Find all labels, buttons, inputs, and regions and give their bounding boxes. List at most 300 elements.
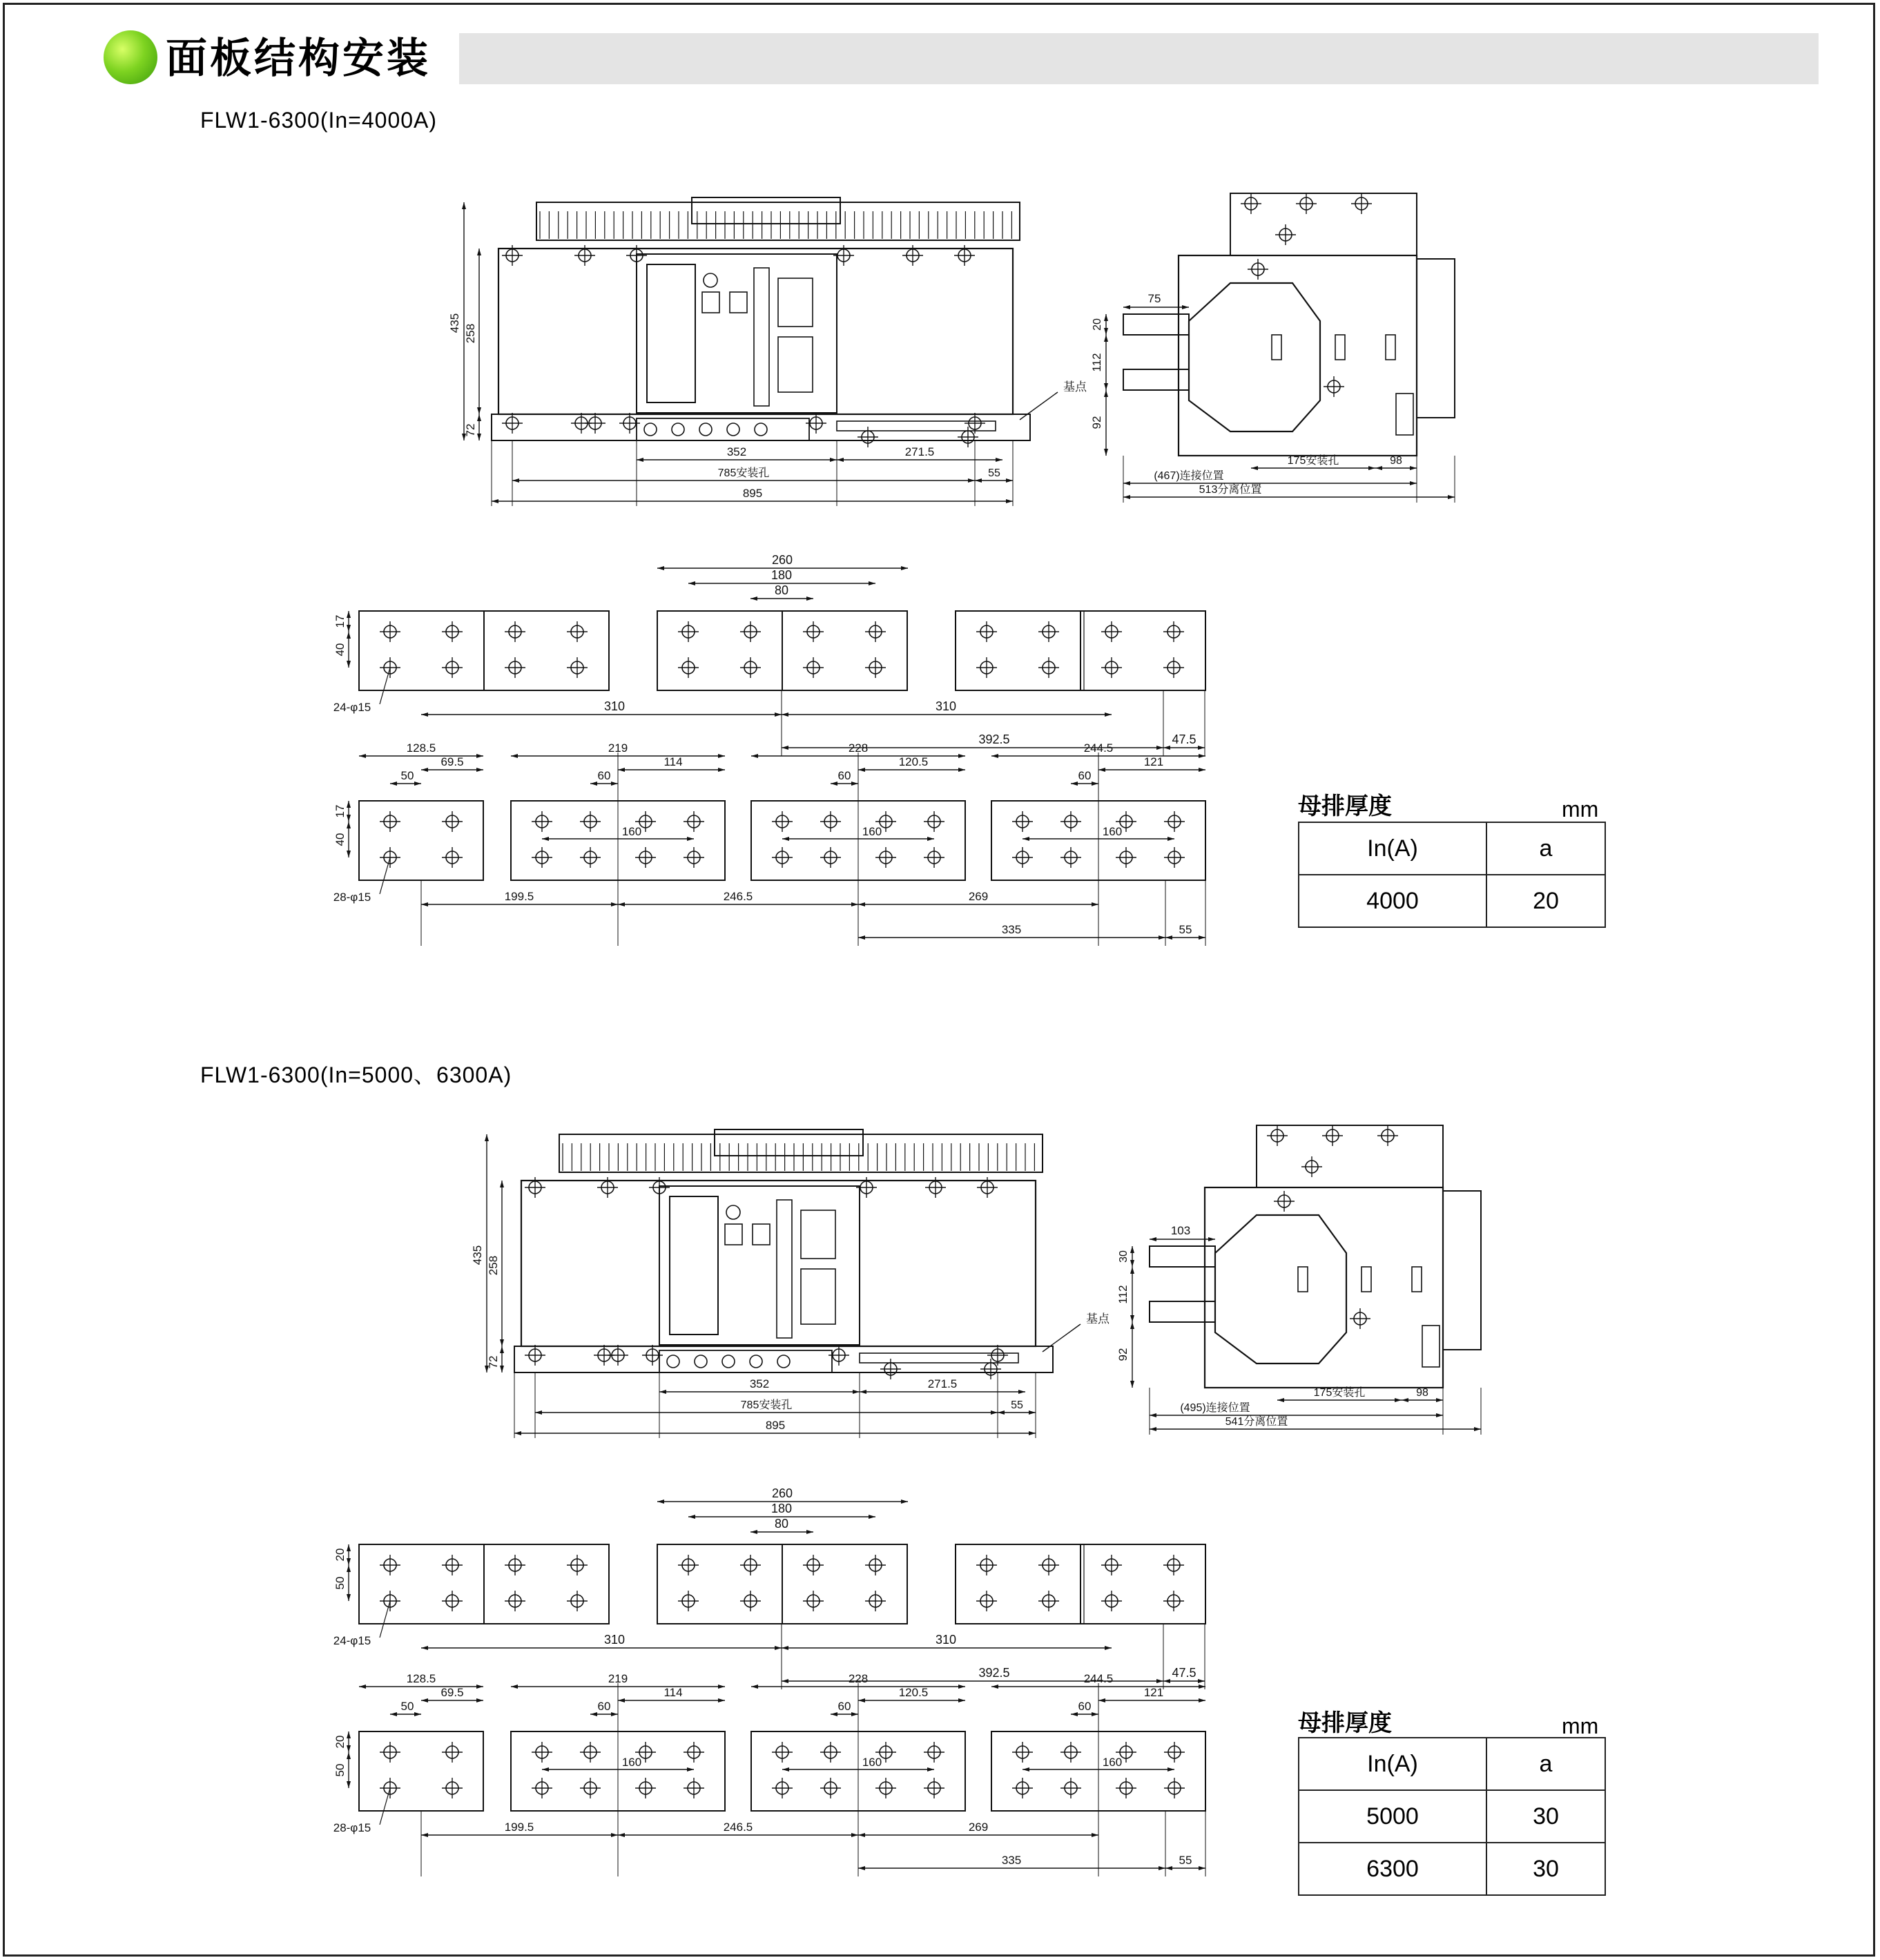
dimension-arrow (1130, 1267, 1134, 1274)
dimension-arrow (1474, 1427, 1481, 1431)
dimension-arrow (542, 1767, 549, 1772)
table-row (1299, 1843, 1605, 1895)
hole-marker (505, 657, 525, 678)
section-1-model-label: FLW1-6300(In=4000A) (200, 108, 438, 133)
dimension-label: 244.5 (1083, 1672, 1114, 1685)
dimension-arrow (901, 1500, 908, 1504)
dimension-label: 199.5 (504, 1821, 534, 1834)
dimension-arrow (751, 1685, 758, 1689)
hole-marker (380, 1555, 400, 1575)
upper-housing (1230, 193, 1417, 255)
dimension-arrow (476, 768, 483, 772)
dimension-arrow (1159, 935, 1165, 940)
hole-marker (1116, 1778, 1136, 1798)
busbar-plate (782, 611, 907, 690)
dimension-arrow (611, 1712, 618, 1716)
dimension-arrow (1251, 466, 1258, 470)
dimension-arrow (1410, 481, 1417, 485)
dimension-arrow (618, 1698, 625, 1702)
dimension-arrow (901, 566, 908, 570)
dimension-label: 160 (862, 1756, 882, 1769)
hole-marker (580, 1778, 601, 1798)
front-panel (1443, 1191, 1481, 1350)
hole-marker (608, 1345, 628, 1366)
hole-marker (1164, 847, 1185, 868)
dimension-arrow (1092, 1833, 1098, 1837)
dimension-arrow (775, 1646, 782, 1650)
dimension-arrow (421, 712, 428, 717)
dimension-label: 785安装孔 (740, 1399, 793, 1411)
dimension-arrow (1092, 1712, 1098, 1716)
dimension-label: 20 (1092, 318, 1103, 331)
top-terminal-block (715, 1129, 863, 1156)
dimension-label: 310 (603, 1633, 626, 1647)
dimension-label: 69.5 (440, 755, 464, 768)
dimension-label: 175安装孔 (1287, 455, 1339, 467)
dimension-arrow (477, 407, 481, 414)
dimension-arrow (590, 1712, 597, 1716)
hole-marker (865, 657, 886, 678)
terminal-screw (644, 423, 657, 436)
dimension-arrow (347, 801, 351, 808)
dimension-label: 120.5 (898, 755, 929, 768)
dimension-arrow (1123, 481, 1130, 485)
dimension-arrow (1104, 390, 1108, 397)
hole-marker (1351, 193, 1372, 214)
hole-marker (740, 657, 761, 678)
dimension-label: (495)连接位置 (1180, 1402, 1250, 1414)
hole-marker (1163, 1555, 1184, 1575)
table-header-cell: In(A) (1299, 1738, 1486, 1790)
busbar-plate (657, 611, 782, 690)
hole-marker (684, 811, 704, 832)
hole-marker (567, 1591, 588, 1611)
dimension-arrow (347, 611, 351, 618)
table-header-cell: In(A) (1299, 822, 1486, 875)
dimension-arrow (927, 1767, 934, 1772)
dimension-arrow (347, 1745, 351, 1752)
dimension-arrow (1023, 837, 1029, 841)
dimension-arrow (611, 782, 618, 786)
dimension-arrow (1368, 466, 1375, 470)
dimension-label: 199.5 (504, 890, 534, 903)
dimension-label: 112 (1116, 1285, 1130, 1304)
dimension-label: 260 (771, 1486, 793, 1500)
dimension-arrow (347, 1594, 351, 1601)
dimension-arrow (1156, 1679, 1163, 1683)
indicator-button (702, 292, 719, 313)
hole-marker (1038, 1591, 1059, 1611)
dimension-label: 50 (333, 1763, 347, 1777)
table-cell: 30 (1486, 1843, 1605, 1895)
dimension-arrow (782, 1646, 788, 1650)
terminal-screw (672, 423, 684, 436)
dimension-label: 228 (848, 741, 869, 755)
dimension-arrow (831, 1712, 837, 1716)
dimension-label: 103 (1170, 1224, 1191, 1237)
hole-marker (505, 621, 525, 642)
arc-chamber-outline (1215, 1215, 1346, 1364)
hole-marker (1116, 847, 1136, 868)
dimension-label: 72 (464, 423, 477, 437)
dimension-arrow (750, 596, 757, 601)
terminal-screw (727, 423, 739, 436)
dimension-arrow (1167, 1767, 1174, 1772)
dimension-label: 114 (663, 1686, 683, 1699)
hole-marker (1012, 1778, 1033, 1798)
dimension-arrow (851, 1833, 858, 1837)
upper-housing (1257, 1125, 1443, 1187)
dimension-arrow (853, 1390, 860, 1394)
dimension-label: 55 (1179, 923, 1192, 936)
dimension-label: 160 (621, 1756, 642, 1769)
dimension-arrow (806, 596, 813, 601)
dimension-arrow (1395, 1398, 1402, 1402)
dimension-arrow (659, 1390, 666, 1394)
dimension-arrow (782, 1679, 788, 1683)
hole-marker (684, 1778, 704, 1798)
hole-marker (740, 1591, 761, 1611)
dimension-arrow (347, 625, 351, 632)
dimension-arrow (485, 1134, 489, 1141)
hole-marker (1012, 847, 1033, 868)
rating-plate (778, 278, 813, 327)
dimension-arrow (718, 768, 725, 772)
hole-marker (1101, 1555, 1122, 1575)
hole-marker (803, 621, 824, 642)
busbar-plate (956, 1544, 1080, 1624)
hole-marker (442, 1591, 463, 1611)
hole-marker (442, 1778, 463, 1798)
dimension-arrow (851, 902, 858, 906)
dimension-arrow (476, 1698, 483, 1702)
dimension-arrow (618, 1833, 625, 1837)
hole-marker (1164, 811, 1185, 832)
dimension-arrow (1402, 1398, 1408, 1402)
dimension-arrow (687, 837, 694, 841)
dimension-arrow (782, 1767, 789, 1772)
dimension-arrow (347, 851, 351, 857)
dimension-arrow (782, 837, 789, 841)
dimension-label: 60 (837, 1700, 851, 1713)
dimension-label: 17 (333, 614, 347, 628)
hole-marker (976, 1591, 997, 1611)
hole-marker (820, 1742, 841, 1763)
hole-marker (820, 1778, 841, 1798)
dimension-arrow (347, 1565, 351, 1572)
table-cell: 30 (1486, 1790, 1605, 1843)
dimension-arrow (782, 746, 788, 750)
dimension-label: 352 (749, 1377, 770, 1390)
dimension-label: 513分离位置 (1199, 484, 1262, 496)
hole-marker (532, 1778, 552, 1798)
busbar-bottom-section-2 (333, 1672, 1205, 1876)
dimension-arrow (869, 581, 875, 585)
hole-marker (684, 1742, 704, 1763)
dimension-label: 352 (726, 445, 747, 458)
hole-marker (1377, 1125, 1398, 1146)
dimension-arrow (1130, 1322, 1134, 1329)
terminal-screw (722, 1355, 735, 1368)
dimension-arrow (347, 1544, 351, 1551)
dimension-arrow (1104, 383, 1108, 390)
indicator-lamp (726, 1205, 740, 1219)
hole-marker (1060, 811, 1081, 832)
indicator-button (725, 1224, 742, 1245)
dimension-arrow (347, 661, 351, 668)
hole-marker (772, 811, 793, 832)
side-view-section-2 (1116, 1125, 1481, 1435)
dimension-arrow (975, 478, 982, 483)
dimension-label: 80 (774, 583, 789, 597)
interlock-slot (1272, 335, 1281, 360)
dimension-arrow (421, 1833, 428, 1837)
front-panel (1417, 259, 1455, 418)
dimension-arrow (858, 768, 865, 772)
hole-marker (1274, 1191, 1295, 1212)
dimension-label: 17 (333, 804, 347, 818)
dimension-label: 50 (400, 769, 414, 782)
hole-leader (380, 857, 390, 894)
hole-marker (1248, 259, 1268, 280)
dimension-arrow (991, 1685, 998, 1689)
hole-marker (865, 1555, 886, 1575)
hole-marker (803, 1591, 824, 1611)
busbar-plate (956, 611, 1080, 690)
dimension-arrow (347, 1781, 351, 1788)
dimension-arrow (1105, 712, 1112, 717)
dimension-arrow (1130, 1381, 1134, 1388)
dimension-label: 269 (968, 890, 989, 903)
dimension-arrow (1104, 328, 1108, 335)
dimension-label: 60 (597, 769, 611, 782)
dimension-arrow (637, 458, 643, 462)
dimension-arrow (1123, 495, 1130, 499)
hole-marker (924, 847, 944, 868)
dimension-arrow (462, 202, 466, 209)
hole-marker (380, 621, 400, 642)
dimension-arrow (1156, 746, 1163, 750)
busbar-plate (1080, 1544, 1205, 1624)
dimension-arrow (858, 935, 865, 940)
dimension-arrow (542, 837, 549, 841)
interlock-slot (1298, 1267, 1308, 1292)
hole-marker (740, 621, 761, 642)
dimension-arrow (1199, 1866, 1205, 1870)
dimension-arrow (421, 902, 428, 906)
dimension-arrow (511, 754, 518, 758)
table-header-cell: a (1486, 822, 1605, 875)
dimension-label: 160 (862, 825, 882, 838)
hole-marker (442, 847, 463, 868)
top-terminal-block (692, 197, 840, 224)
dimension-label: 75 (1147, 292, 1161, 305)
hole-marker (1060, 1742, 1081, 1763)
dimension-arrow (359, 1685, 366, 1689)
dimension-label: 335 (1001, 1854, 1022, 1867)
dimension-arrow (1150, 1427, 1156, 1431)
dimension-label: 112 (1090, 353, 1103, 372)
operation-handle-slot (777, 1200, 792, 1338)
hole-marker (1322, 1125, 1343, 1146)
dimension-arrow (359, 754, 366, 758)
busbar-top-section-1 (333, 553, 1205, 756)
dimension-arrow (998, 1410, 1005, 1415)
indicator-button (753, 1224, 770, 1245)
dimension-arrow (590, 782, 597, 786)
dimension-arrow (347, 1731, 351, 1738)
dimension-arrow (477, 249, 481, 255)
dimension-arrow (958, 1698, 965, 1702)
dimension-label: 120.5 (898, 1686, 929, 1699)
dimension-label: 92 (1116, 1348, 1130, 1361)
hole-marker (1164, 1778, 1185, 1798)
dimension-arrow (1023, 1767, 1029, 1772)
dimension-arrow (991, 754, 998, 758)
dimension-label: 269 (968, 1821, 989, 1834)
hole-marker (740, 1555, 761, 1575)
dimension-label: 60 (1078, 769, 1092, 782)
hole-marker (924, 1778, 944, 1798)
dimension-arrow (512, 478, 519, 483)
dimension-arrow (1092, 782, 1098, 786)
busbar-top-section-2 (333, 1486, 1205, 1689)
dimension-arrow (492, 499, 498, 503)
dimension-arrow (500, 1366, 504, 1372)
dimension-arrow (1165, 935, 1172, 940)
page-title: 面板结构安装 (166, 35, 431, 83)
hole-marker (380, 811, 400, 832)
dimension-arrow (390, 782, 397, 786)
dimension-arrow (1198, 746, 1205, 750)
dimension-arrow (958, 1685, 965, 1689)
hole-spec-label: 28-φ15 (333, 1821, 371, 1834)
side-terminal (1422, 1326, 1440, 1367)
dimension-arrow (1029, 1410, 1036, 1415)
dimension-label: 30 (1118, 1250, 1130, 1263)
hole-marker (1012, 811, 1033, 832)
dimension-label: 160 (621, 825, 642, 838)
dimension-arrow (414, 1712, 421, 1716)
hole-marker (1060, 1778, 1081, 1798)
dimension-label: 114 (663, 755, 683, 768)
dimension-label: 260 (771, 553, 793, 567)
terminal-screw (699, 423, 712, 436)
hole-spec-label: 28-φ15 (333, 891, 371, 904)
hole-marker (1038, 1555, 1059, 1575)
dimension-label: 40 (333, 833, 347, 846)
dimension-label: 69.5 (440, 1686, 464, 1699)
dimension-arrow (688, 1515, 695, 1519)
dimension-arrow (688, 581, 695, 585)
dimension-arrow (618, 768, 625, 772)
busbar-plate (359, 1731, 483, 1811)
dimension-arrow (1006, 499, 1013, 503)
rail (860, 1353, 1018, 1363)
hole-marker (1012, 1742, 1033, 1763)
dimension-arrow (1071, 1712, 1078, 1716)
hole-marker (924, 811, 944, 832)
dimension-arrow (1199, 1698, 1205, 1702)
dimension-label: 47.5 (1172, 1666, 1196, 1680)
dimension-label: 175安装孔 (1313, 1387, 1366, 1399)
hole-marker (1301, 1156, 1322, 1177)
hole-marker (580, 811, 601, 832)
hole-marker (976, 1555, 997, 1575)
dimension-arrow (1208, 1237, 1215, 1241)
dimension-arrow (1375, 466, 1382, 470)
hole-marker (635, 1778, 656, 1798)
dimension-label: 55 (1011, 1399, 1023, 1411)
indicator-lamp (704, 273, 717, 287)
dimension-arrow (1029, 1431, 1036, 1435)
dimension-arrow (1163, 1679, 1170, 1683)
terminal-screw (750, 1355, 762, 1368)
rail (837, 421, 996, 431)
hole-marker (865, 1591, 886, 1611)
dimension-arrow (718, 1698, 725, 1702)
dimension-label: 244.5 (1083, 741, 1114, 755)
dimension-arrow (750, 1530, 757, 1534)
hole-spec-label: 24-φ15 (333, 1634, 371, 1647)
hole-marker (567, 1555, 588, 1575)
dimension-label: 541分离位置 (1225, 1416, 1288, 1428)
rating-plate (801, 1210, 835, 1259)
busbar-plate (359, 611, 484, 690)
hole-marker (532, 811, 552, 832)
terminal-screw (695, 1355, 707, 1368)
hole-marker (1350, 1308, 1370, 1329)
dimension-arrow (968, 478, 975, 483)
datum-label: 基点 (1063, 380, 1087, 394)
dimension-arrow (1092, 902, 1098, 906)
dimension-arrow (687, 1767, 694, 1772)
hole-marker (772, 1742, 793, 1763)
rating-plate (801, 1269, 835, 1324)
dimension-arrow (1098, 768, 1105, 772)
hole-marker (1101, 1591, 1122, 1611)
dimension-label: 60 (597, 1700, 611, 1713)
table-row (1299, 1790, 1605, 1843)
dimension-arrow (1130, 1246, 1134, 1253)
hole-marker (678, 657, 699, 678)
dimension-arrow (1410, 466, 1417, 470)
thickness-table-1-unit: mm (1562, 797, 1599, 822)
hole-marker (865, 621, 886, 642)
dimension-arrow (500, 1339, 504, 1346)
dimension-arrow (535, 1410, 542, 1415)
hole-marker (1163, 657, 1184, 678)
dimension-arrow (421, 768, 428, 772)
dimension-label: 435 (448, 313, 461, 333)
dimension-arrow (347, 1558, 351, 1565)
hole-marker (976, 621, 997, 642)
dimension-label: 246.5 (723, 890, 753, 903)
dimension-label: 271.5 (904, 445, 935, 458)
hole-marker (678, 1591, 699, 1611)
dimension-label: 60 (1078, 1700, 1092, 1713)
busbar-plate (484, 1544, 609, 1624)
hole-marker (585, 413, 605, 434)
dimension-arrow (511, 1685, 518, 1689)
dimension-arrow (347, 1752, 351, 1759)
dimension-arrow (390, 1712, 397, 1716)
secondary-terminal (637, 418, 809, 440)
dimension-arrow (1199, 935, 1205, 940)
dimension-arrow (1436, 1413, 1443, 1417)
dimension-arrow (858, 1833, 865, 1837)
dimension-arrow (1018, 1390, 1025, 1394)
